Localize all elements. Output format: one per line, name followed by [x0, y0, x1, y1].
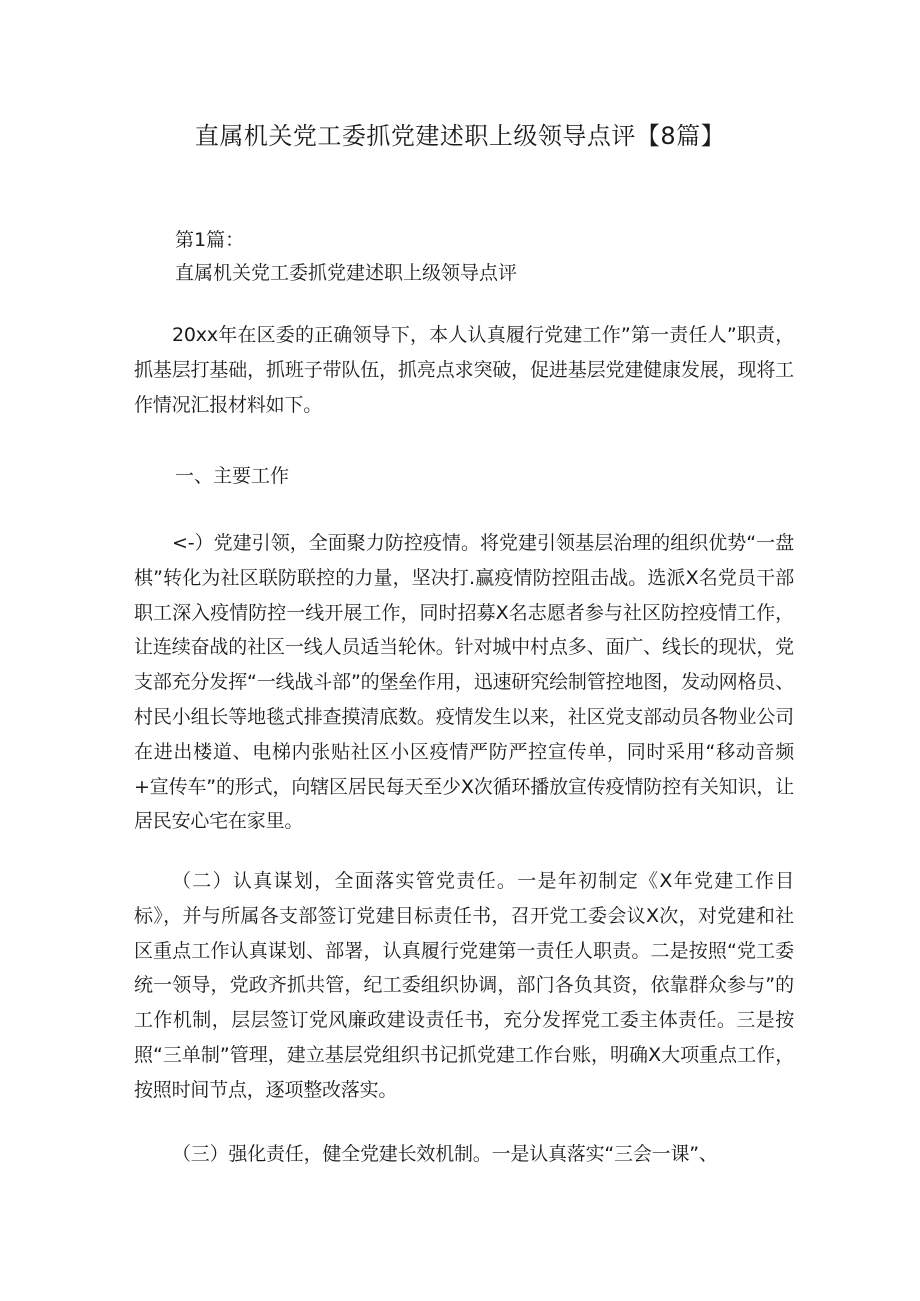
document-title: 直属机关党工委抓党建述职上级领导点评【8篇】 [194, 122, 726, 150]
section-title: 直属机关党工委抓党建述职上级领导点评 [175, 262, 518, 284]
intro-paragraph: 20xx年在区委的正确领导下，本人认真履行党建工作”第一责任人”职责，抓基层打基础，抓班子带队伍，抓亮点求突破，促进基层党建健康发展，现将工作情况汇报材料如下。 [134, 324, 794, 416]
paragraph-epidemic-prevention: <-）党建引领，全面聚力防控疫情。将党建引领基层治理的组织优势“一盘棋”转化为社区联防联控的力量，坚决打.赢疫情防控阻击战。选派X名党员干部职工深入疫情防控一线开展工作，同时招募X名志愿者参与社区防控疫情工作，让连续奋战的社区一线人员适当轮休。针对城中村点多、面广、线长的现状，党支部充分发挥“一线战斗部”的堡垒作用，迅速研究绘制管控地图，发动网格员、村民小组长等地毯式排查摸清底数。疫情发生以来，社区党支部动员各物业公司在进出楼道、电梯内张贴社区小区疫情严防严控宣传单，同时采用“移动音频+宣传车”的形式，向辖区居民每天至少X次循环播放宣传疫情防控有关知识，让居民安心宅在家里。 [134, 532, 794, 833]
paragraph-long-term-mechanism: （三）强化责任，健全党建长效机制。一是认真落实“三会一课”、 [172, 1143, 718, 1165]
paragraph-party-responsibility: （二）认真谋划，全面落实管党责任。一是年初制定《X年党建工作目标》，并与所属各支部签订党建目标责任书，召开党工委会议X次，对党建和社区重点工作认真谋划、部署，认真履行党建第一责任人职责。二是按照“党工委统一领导，党政齐抓共管，纪工委组织协调，部门各负其资，依靠群众参与”的工作机制，层层签订党风廉政建设责任书，充分发挥党工委主体责任。三是按照“三单制”管理，建立基层党组织书记抓党建工作台账，明确X大项重点工作，按照时间节点，逐项整改落实。 [134, 870, 794, 1101]
section-label: 第1篇： [175, 229, 245, 251]
heading-main-work: 一、主要工作 [175, 465, 290, 487]
